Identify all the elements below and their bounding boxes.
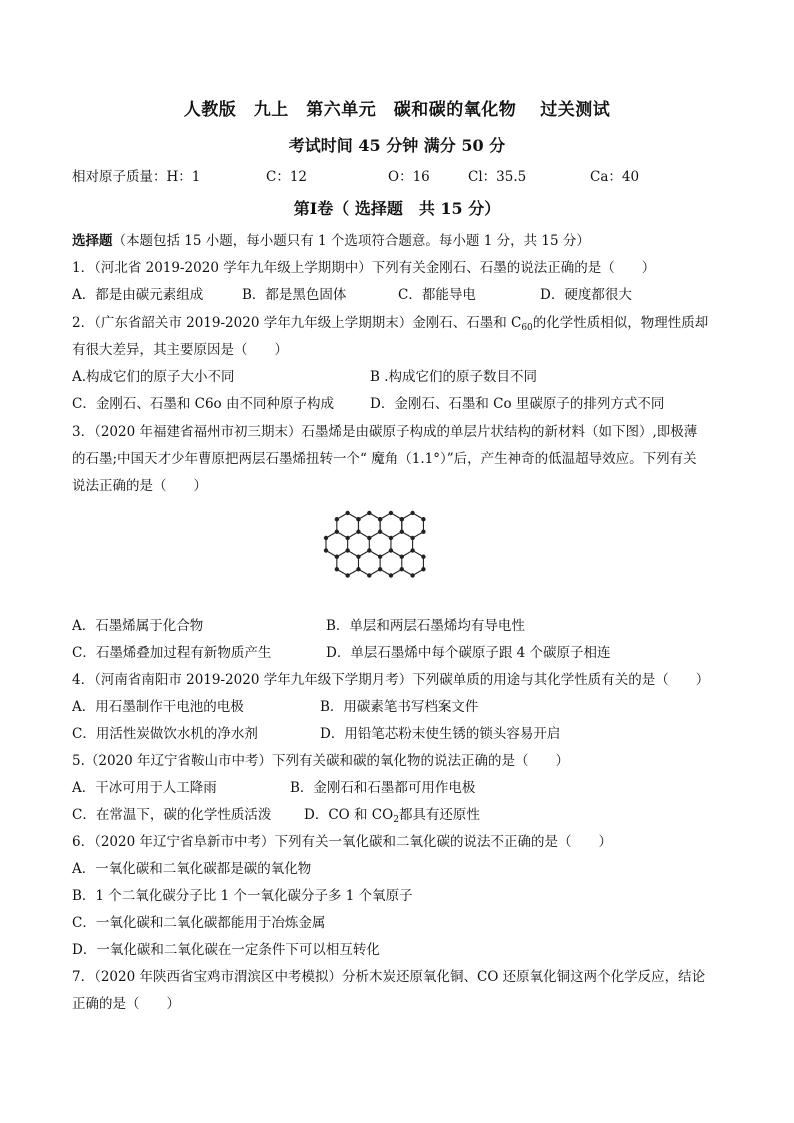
carbon-atom — [367, 536, 371, 540]
question-1-option-a: A．都是由碳元素组成 — [72, 287, 204, 303]
graphene-bonds — [326, 513, 423, 576]
carbon-atom — [421, 517, 425, 521]
question-2-stem-pre: 2．（广东省韶关市 2019-2020 学年九年级上学期期末）金刚石、石墨和 C — [72, 315, 522, 331]
question-5-option-d — [304, 806, 480, 824]
exam-title: 人教版 九上 第六单元 碳和碳的氧化物 过关测试 — [183, 100, 611, 120]
carbon-atom — [421, 555, 425, 559]
question-1-option-b: B．都是黑色固体 — [242, 287, 347, 303]
atomic-mass-c: C：12 — [266, 169, 308, 185]
question-5-option-d-post: 都具有还原性 — [398, 807, 480, 823]
question-3-stem-line-1: 3．（2020 年福建省福州市初三期末）石墨烯是由碳原子构成的单层片状结构的新材料（如下图）,即极薄 — [72, 424, 698, 440]
question-3-option-a: A．石墨烯属于化合物 — [72, 618, 204, 634]
question-3-option-c: C．石墨烯叠加过程有新物质产生 — [72, 645, 272, 661]
question-5-option-a: A．干冰可用于人工降雨 — [72, 780, 217, 796]
carbon-atom — [410, 548, 414, 552]
question-2-stem-subscript: 60 — [521, 323, 533, 333]
carbon-atom — [400, 567, 404, 571]
question-6-option-c: C．一氧化碳和二氧化碳都能用于冶炼金属 — [72, 915, 326, 931]
question-2-stem-post: 的化学性质相似，物理性质却 — [532, 315, 709, 331]
question-2-option-d: D．金刚石、石墨和 Co 里碳原子的排列方式不同 — [370, 396, 665, 412]
atomic-mass-o: O：16 — [388, 169, 430, 185]
carbon-atom — [410, 511, 414, 515]
question-3-option-b: B．单层和两层石墨烯均有导电性 — [326, 618, 525, 634]
question-2-option-c: C．金刚石、石墨和 C6o 由不同种原子构成 — [72, 396, 334, 412]
question-4-option-d: D．用铅笔芯粉末使生锈的锁头容易开启 — [320, 726, 561, 742]
atomic-mass-cl: Cl：35.5 — [468, 169, 527, 185]
question-4-stem: 4．（河南省南阳市 2019-2020 学年九年级下学期月考）下列碳单质的用途与其化学性质有关的是（ ） — [72, 672, 710, 688]
atomic-mass-ca: Ca：40 — [590, 169, 640, 185]
carbon-atom — [335, 567, 339, 571]
carbon-atom — [356, 567, 360, 571]
carbon-atom — [356, 555, 360, 559]
carbon-atom — [345, 511, 349, 515]
graphene-structure-diagram — [322, 509, 472, 609]
question-2-stem-line-2: 有很大差异，其主要原因是（ ） — [72, 342, 288, 358]
carbon-atom — [335, 517, 339, 521]
carbon-atom — [410, 536, 414, 540]
carbon-atom — [356, 530, 360, 534]
question-5-option-d-pre: D．CO 和 CO — [304, 807, 394, 823]
question-7-stem-line-2: 正确的是（ ） — [72, 996, 180, 1012]
question-5-option-b: B．金刚石和石墨都可用作电极 — [290, 780, 476, 796]
question-3-stem-line-3: 说法正确的是（ ） — [72, 478, 207, 494]
carbon-atom — [389, 573, 393, 577]
question-2-stem-line-1 — [72, 314, 708, 332]
question-7-stem-line-1: 7．（2020 年陕西省宝鸡市渭滨区中考模拟）分析木炭还原氧化铜、CO 还原氧化铜这两个化学反应，结论 — [72, 969, 706, 985]
carbon-atom — [367, 573, 371, 577]
carbon-atom — [389, 511, 393, 515]
question-5-option-d-subscript: 2 — [393, 815, 399, 825]
carbon-atom — [400, 530, 404, 534]
exam-subtitle: 考试时间 45 分钟 满分 50 分 — [288, 136, 506, 155]
question-2-option-a: A.构成它们的原子大小不同 — [72, 369, 235, 385]
carbon-atom — [345, 573, 349, 577]
carbon-atom — [345, 536, 349, 540]
carbon-atom — [400, 517, 404, 521]
carbon-atom — [378, 530, 382, 534]
carbon-atom — [389, 548, 393, 552]
section-title: 第Ⅰ卷（ 选择题 共 15 分） — [293, 199, 501, 218]
question-1-stem: 1．（河北省 2019-2020 学年九年级上学期期中）下列有关金刚石、石墨的说法正确的是（ ） — [72, 260, 656, 276]
instructions-label: 选择题 — [72, 233, 113, 249]
graphene-atoms — [324, 511, 426, 578]
question-6-stem: 6．（2020 年辽宁省阜新市中考）下列有关一氧化碳和二氧化碳的说法不正确的是（ ） — [72, 834, 612, 850]
question-6-option-d: D．一氧化碳和二氧化碳在一定条件下可以相互转化 — [72, 942, 380, 958]
question-6-option-a: A．一氧化碳和二氧化碳都是碳的氧化物 — [72, 861, 312, 877]
question-1-option-d: D．硬度都很大 — [540, 287, 632, 303]
carbon-atom — [421, 567, 425, 571]
carbon-atom — [367, 511, 371, 515]
atomic-mass-h: 相对原子质量：H：1 — [72, 169, 201, 185]
carbon-atom — [389, 536, 393, 540]
question-3-stem-line-2: 的石墨;中国天才少年曹原把两层石墨烯扭转一个“ 魔角（1.1°）”后，产生神奇的低温超导效应。下列有关 — [72, 451, 697, 467]
question-4-option-c: C．用活性炭做饮水机的净水剂 — [72, 726, 258, 742]
carbon-atom — [335, 530, 339, 534]
question-5-option-c: C．在常温下，碳的化学性质活泼 — [72, 807, 272, 823]
carbon-atom — [421, 530, 425, 534]
carbon-atom — [335, 555, 339, 559]
instructions — [72, 232, 590, 250]
carbon-atom — [378, 555, 382, 559]
question-5-stem: 5.（2020 年辽宁省鞍山市中考）下列有关碳和碳的氧化物的说法正确的是（ ） — [72, 753, 570, 769]
carbon-atom — [356, 517, 360, 521]
carbon-atom — [410, 573, 414, 577]
question-2-option-b: B .构成它们的原子数目不同 — [370, 369, 538, 385]
carbon-atom — [324, 536, 328, 540]
carbon-atom — [324, 548, 328, 552]
question-1-option-c: C．都能导电 — [398, 287, 476, 303]
question-4-option-b: B．用碳素笔书写档案文件 — [320, 699, 479, 715]
carbon-atom — [400, 555, 404, 559]
question-4-option-a: A．用石墨制作干电池的电极 — [72, 699, 244, 715]
carbon-atom — [345, 548, 349, 552]
carbon-atom — [378, 567, 382, 571]
question-6-option-b: B．1 个二氧化碳分子比 1 个一氧化碳分子多 1 个氧原子 — [72, 888, 413, 904]
carbon-atom — [378, 517, 382, 521]
question-3-option-d: D．单层石墨烯中每个碳原子跟 4 个碳原子相连 — [326, 645, 611, 661]
carbon-atom — [367, 548, 371, 552]
instructions-text: （本题包括 15 小题，每小题只有 1 个选项符合题意。每小题 1 分，共 15 分） — [112, 233, 590, 249]
